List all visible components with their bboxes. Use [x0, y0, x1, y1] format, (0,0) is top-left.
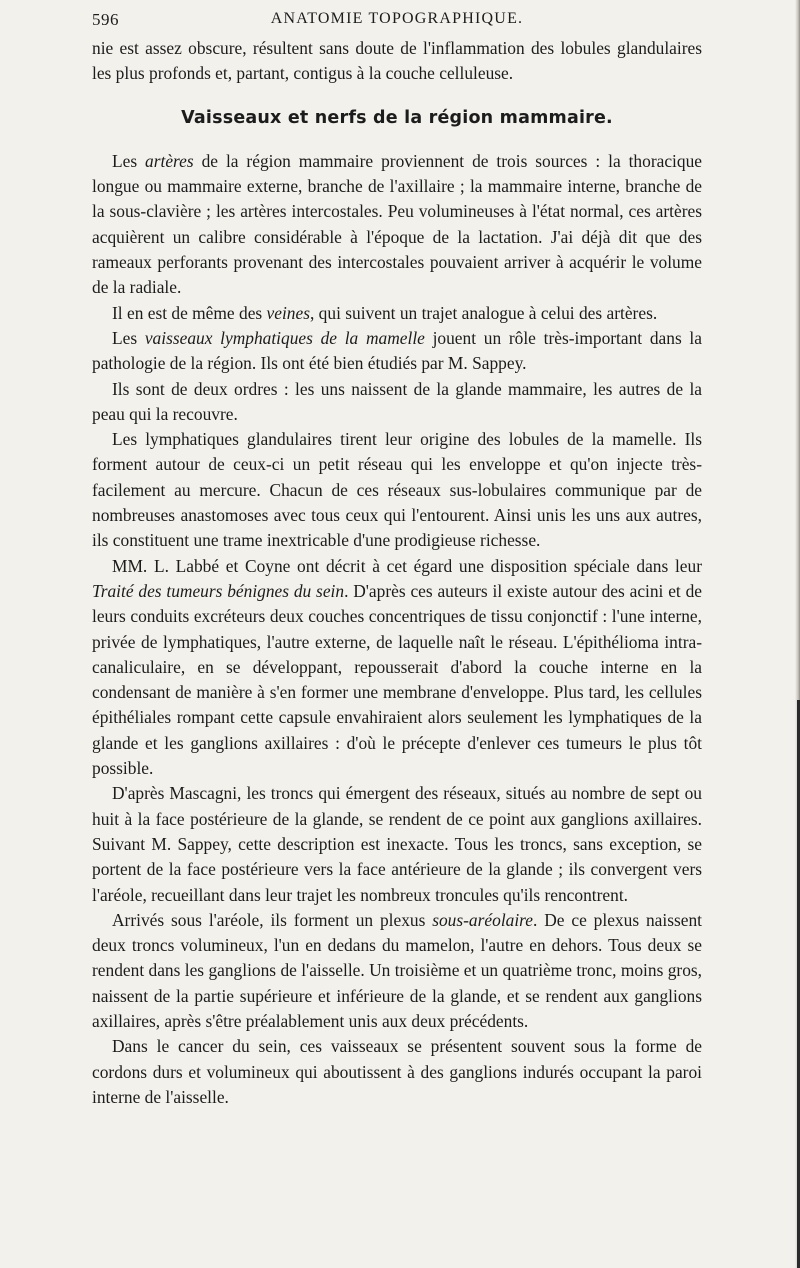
page-number: 596 [92, 10, 119, 29]
section-title: Vaisseaux et nerfs de la région mammaire. [181, 107, 613, 128]
text-run: . D'après ces auteurs il existe autour des acini et de leurs conduits excréteurs deux couches concentriques de tissu conjonctif : l'une interne, privée de lymphatiques, l'autre externe, de laquelle naît le réseau. L'épithélioma intra-canaliculaire, en se développant, repousserait d'abord la couche interne en la condensant de manière à s'en former une membrane d'enveloppe. Plus tard, les cellules épithéliales rompant cette capsule envahiraient alors seulement les lymphatiques de la glande et les ganglions axillaires : d'où le précepte d'enlever ces tumeurs le plus tôt possible. [92, 580, 702, 779]
italic-term: veines [266, 302, 310, 323]
paragraph-mascagni: D'après Mascagni, les troncs qui émergent des réseaux, situés au nombre de sept ou huit à la face postérieure de la glande, se rendent de ce point aux ganglions axillaires. Suivant M. Sappey, cette description est inexacte. Tous les troncs, sans exception, se portent de la face postérieure vers la face antérieure de la glande ; ils convergent vers l'aréole, recueillant dans leur trajet les nombreux troncules qu'ils rencontrent. [92, 783, 702, 905]
text-run: jouent un rôle très-important dans la pathologie de la région. Ils ont été bien étudiés par M. Sappey. [92, 327, 702, 374]
text-run: . De ce plexus naissent deux troncs volumineux, l'un en dedans du mamelon, l'autre en dehors. Tous deux se rendent dans les ganglions de l'aisselle. Un troisième et un quatrième tronc, moins gros, naissent de la partie supérieure et inférieure de la glande, et se rendent aux ganglions axillaires, après s'être préalablement unis aux deux précédents. [92, 909, 702, 1031]
italic-title: Traité des tumeurs bénignes du sein [92, 580, 345, 601]
running-head [92, 10, 702, 32]
paragraph-glandulaires: Les lymphatiques glandulaires tirent leur origine des lobules de la mamelle. Ils forment autour de ceux-ci un petit réseau qui les enveloppe et qu'on injecte très-facilement au mercure. Chacun de ces réseaux sus-lobulaires communique par de nombreuses anastomoses avec tous ceux qui l'entourent. Ainsi unis les uns aux autres, ils constituent une trame inextricable d'une prodigieuse richesse. [92, 429, 702, 551]
text-run: Arrivés sous l'aréole, ils forment un plexus [112, 909, 433, 930]
paragraph-lymphatiques [92, 326, 702, 377]
text-run: Les [112, 150, 146, 171]
running-title: ANATOMIE TOPOGRAPHIQUE. [270, 10, 524, 27]
paragraph-labbe-coyne [92, 554, 702, 782]
paragraph-veines [92, 301, 702, 326]
text-run: de la région mammaire proviennent de trois sources : la thoracique longue ou mammaire externe, branche de l'axillaire ; la mammaire interne, branche de la sous-clavière ; les artères intercostales. Peu volumineuses à l'état normal, ces artères acquièrent un calibre considérable à l'époque de la lactation. J'ai déjà dit que des rameaux perforants provenant des intercostales pouvaient arriver à acquérir le volume de la radiale. [92, 150, 702, 298]
paragraph-plexus [92, 908, 702, 1034]
paragraph-continuation: nie est assez obscure, résultent sans doute de l'inflammation des lobules glandulaires les plus profonds et, partant, contigus à la couche celluleuse. [92, 38, 702, 84]
paragraph-cancer: Dans le cancer du sein, ces vaisseaux se présentent souvent sous la forme de cordons durs et volumineux qui aboutissent à des ganglions indurés occupant la paroi interne de l'aisselle. [92, 1036, 702, 1107]
italic-term: vaisseaux lymphatiques de la mamelle [144, 327, 425, 348]
text-run: , qui suivent un trajet analogue à celui des artères. [309, 302, 658, 323]
paragraph-ordres: Ils sont de deux ordres : les uns naissent de la glande mammaire, les autres de la peau qui la recouvre. [92, 378, 702, 424]
italic-term: sous-aréolaire [432, 909, 534, 930]
italic-term: artères [145, 150, 194, 171]
text-run: MM. L. Labbé et Coyne ont décrit à cet égard une disposition spéciale dans leur [112, 555, 702, 576]
text-run: Les [112, 327, 145, 348]
text-run: Il en est de même des [112, 302, 267, 323]
paragraph-arteres [92, 149, 702, 301]
body-text [92, 36, 702, 1110]
